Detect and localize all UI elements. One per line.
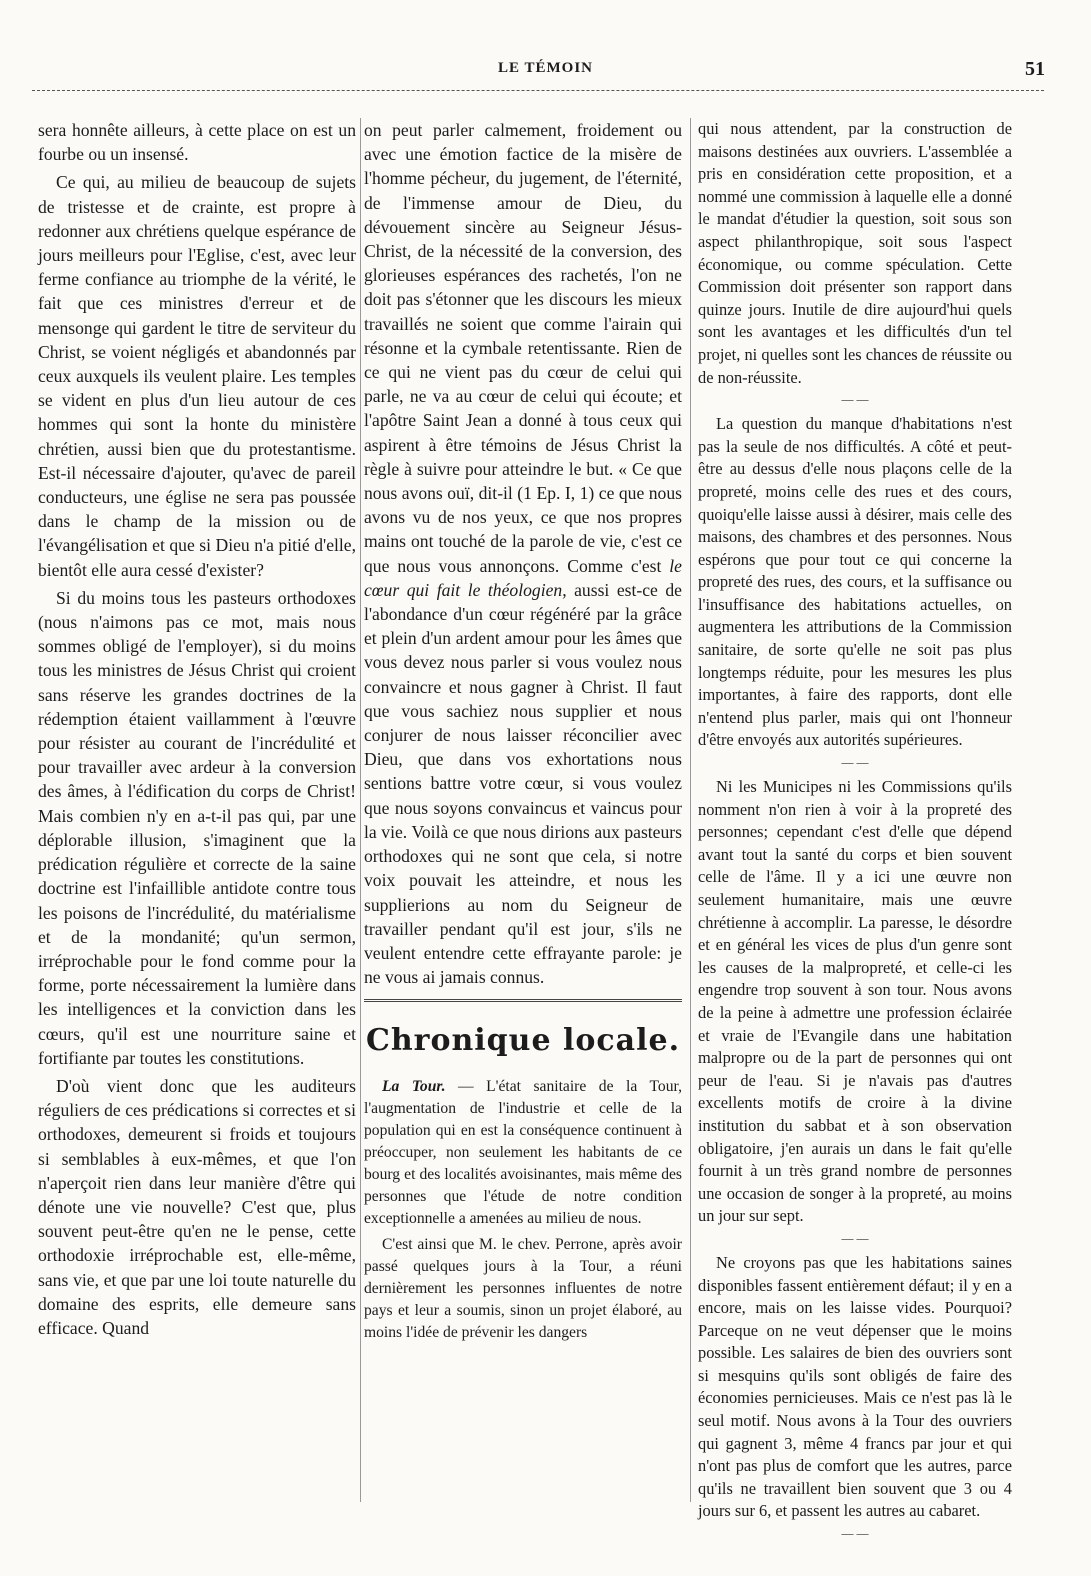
paragraph — [364, 1076, 682, 1230]
paragraph: Si du moins tous les pasteurs orthodoxes (nous n'aimons pas ce mot, mais nous sommes obligé de l'employer), si du moins tous les ministres de Jésus Christ qui croient sans réserve les grandes doctrines de la rédemption étaient vaillamment à l'œuvre pour résister au courant de l'incrédulité et pour travailler avec ardeur à la conversion des âmes, à l'édification du corps de Christ! Mais combien n'y en a-t-il pas qui, par une déplorable illusion, s'imaginent que la prédication régulière et correcte de la saine doctrine est l'infaillible antidote contre tous les poisons de l'incrédulité, du matérialisme et de la mondanité; qu'un sermon, irréprochable pour le fond comme pour la forme, porte nécessairement la lumière dans les intelligences et la conviction dans les cœurs, qu'il est une nourriture saine et fortifiante par toutes les constitutions. — [38, 587, 356, 1068]
paragraph: C'est ainsi que M. le chev. Perrone, après avoir passé quelques jours à la Tour, a réuni dernièrement les personnes influentes de notre pays et leur a soumis, sinon un projet élaboré, au moins l'idée de prévenir les dangers — [364, 1236, 682, 1342]
emphasis-text: le cœur qui fait le théologien, — [364, 555, 682, 600]
column-rule-2 — [690, 118, 691, 1502]
paragraph-text: aussi est-ce de l'abondance d'un cœur régénéré par la grâce et plein d'un ardent amour pour les âmes que vous devez nous parler si vous voulez nous convaincre et nous gagner à Christ. Il faut que vous sachiez nous supplier et nous conjurer de nous laisser réconcilier avec Dieu, que dans vos exhortations nous sentions battre votre cœur, si vous voulez que nous soyons convaincus et vaincus pour la vie. Voilà ce que nous dirions aux pasteurs orthodoxes qui ne sont que cela, si notre voix pouvait les atteindre, et nous les supplierions au nom du Seigneur de travailler pendant qu'il est jour, s'ils ne veulent entendre cette effrayante parole: je ne vous ai jamais connus. — [364, 579, 682, 988]
separator: — — — [841, 1230, 869, 1245]
paragraph: La question du manque d'habitations n'est pas la seule de nos difficultés. A côté et peut-être au dessus d'elle nous plaçons celle de la propreté, moins celle des rues et des cours, quoiqu'elle laisse aussi à désirer, mais celle des maisons, des chambres et des personnes. Nous espérons que pour tout ce qui concerne la propreté des rues, des cours, et la suffisance ou l'insuffisance des habitations actuelles, on augmentera les attributions de la Commission sanitaire, de sorte qu'elle ne soit pas plus longtemps réduite, pour les mesures les plus importantes, à faire des rapports, dont elle n'entend plus parler, mais qui ont l'honneur d'être envoyés aux autorités supérieures. — [698, 414, 1012, 750]
separator: — — — [841, 755, 869, 770]
paragraph: qui nous attendent, par la construction de maisons destinées aux ouvriers. L'assemblée a pris en considération cette proposition, et a nommé une commission à laquelle elle a donné le mandat d'étudier la question, soit sous son aspect philanthropique, soit sous l'aspect économique, ou comme spéculation. Cette Commission doit présenter son rapport dans quinze jours. Inutile de dire aujourd'hui quels sont les avantages et les difficultés d'un tel projet, ni quelles sont les chances de réussite ou de non-réussite. — [698, 119, 1012, 387]
section-divider — [364, 999, 682, 1002]
place-label: La Tour. — [382, 1078, 446, 1096]
running-title: LE TÉMOIN — [498, 60, 593, 76]
column-rule-1 — [360, 118, 361, 1502]
separator: — — — [841, 1526, 869, 1541]
paragraph: sera honnête ailleurs, à cette place on est un fourbe ou un insensé. — [38, 120, 356, 165]
paragraph-text: on peut parler calmement, froidement ou avec une émotion factice de la misère de l'homme pécheur, du jugement, de l'éternité, de l'immense amour de Dieu, du dévouement sincère au Seigneur Jésus-Christ, de la nécessité de la conversion, des glorieuses espérances des rachetés, l'on ne doit pas s'étonner que les discours les mieux travaillés ne soient que comme l'airain qui résonne et la cymbale retentissante. Rien de ce qui ne vient pas du cœur de celui qui parle, ne va au cœur de celui qui écoute; et l'apôtre Saint Jean a donné à tous ceux qui aspirent à être témoins de Jésus Christ la règle à suivre pour atteindre le but. « Ce que nous avons ouï, dit-il (1 Ep. I, 1) ce que nous avons vu de nos yeux, ce que nos propres mains ont touché de la parole de vie, c'est ce que nous vous annonçons. Comme c'est — [364, 120, 682, 576]
section-title: Chronique locale. — [365, 1023, 681, 1059]
column-1 — [38, 118, 356, 1518]
paragraph-text: — L'état sanitaire de la Tour, l'augmentation de l'industrie et celle de la population qui en est la conséquence continuent à préoccuper, non seulement les habitants de ce bourg et des localités avoisinantes, mais même des personnes que l'étude de notre condition exceptionnelle a amenées au milieu de nous. — [364, 1078, 682, 1228]
paragraph: Ni les Municipes ni les Commissions qu'ils nomment n'on rien à voir à la propreté des personnes; cependant c'est d'elle que dépend avant tout la santé du corps et bien souvent celle de l'âme. Il y a ici une œuvre non seulement humanitaire, mais une œuvre chrétienne à accomplir. La paresse, le désordre et en général les vices de plus d'un genre sont les causes de la malpropreté, et celle-ci les engendre trop souvent à son tour. Nous avons de la peine à admettre une profession éclairée et vraie de l'Evangile dans une habitation malpropre ou de la part de personnes qui ont peur de l'eau. Si je n'avais pas d'autres excellents motifs de croire à la divine institution du sabbat et à son observation obligatoire, j'en aurais un dans le fait qu'elle fournit à un très grand nombre de personnes une occasion de songer à la propreté, au moins un jour sur sept. — [698, 777, 1012, 1226]
column-2 — [364, 118, 682, 1518]
header-rule — [32, 90, 1044, 91]
paragraph: Ne croyons pas que les habitations saines disponibles fassent entièrement défaut; il y en a encore, mais on les laisse vides. Pourquoi? Parceque on ne veut dépenser que le moins possible. Les salaires de bien des ouvriers sont si mesquins qu'ils sont obligés de faire des économies pernicieuses. Mais ce n'est pas là le seul motif. Nous avons à la Tour des ouvriers qui gagnent 3, même 4 francs par jour et qui n'ont pas plus de comfort que les autres, parce qu'ils ne travaillent bien souvent que 3 ou 4 jours sur 6, et passent les autres au cabaret. — [698, 1252, 1012, 1521]
paragraph — [364, 118, 682, 989]
paragraph: Ce qui, au milieu de beaucoup de sujets de tristesse et de crainte, est propre à redonner aux chrétiens quelque espérance de jours meilleurs pour l'Eglise, c'est, avec leur ferme confiance au triomphe de la vérité, le fait que ces ministres d'erreur et de mensonge qui gardent le titre de serviteur du Christ, se voient négligés et abandonnés par ceux auxquels ils veulent plaire. Les temples se vident en plus d'un lieu autour de ces hommes qui sont la honte du ministère chrétien, aussi bien que du protestantisme. Est-il nécessaire d'ajouter, qu'avec de pareil conducteurs, une église ne sera pas poussée dans le champ de la mission ou de l'évangélisation et que si Dieu n'a pitié d'elle, bientôt elle aura cessé d'exister? — [38, 172, 356, 580]
page-number: 51 — [1025, 58, 1045, 80]
paragraph: D'où vient donc que les auditeurs réguliers de ces prédications si correctes et si orthodoxes, demeurent si froids et toujours si semblables à eux-mêmes, et que l'on n'aperçoit rien dans leur manière d'être qui dénote une vie nouvelle? C'est que, plus souvent peut-être qu'en ne le pense, cette orthodoxie irréprochable est, elle-même, sans vie, et que par une loi toute naturelle du domaine des esprits, elle demeure sans efficace. Quand — [38, 1075, 356, 1338]
column-3 — [698, 118, 1012, 1541]
separator: — — — [841, 392, 869, 407]
